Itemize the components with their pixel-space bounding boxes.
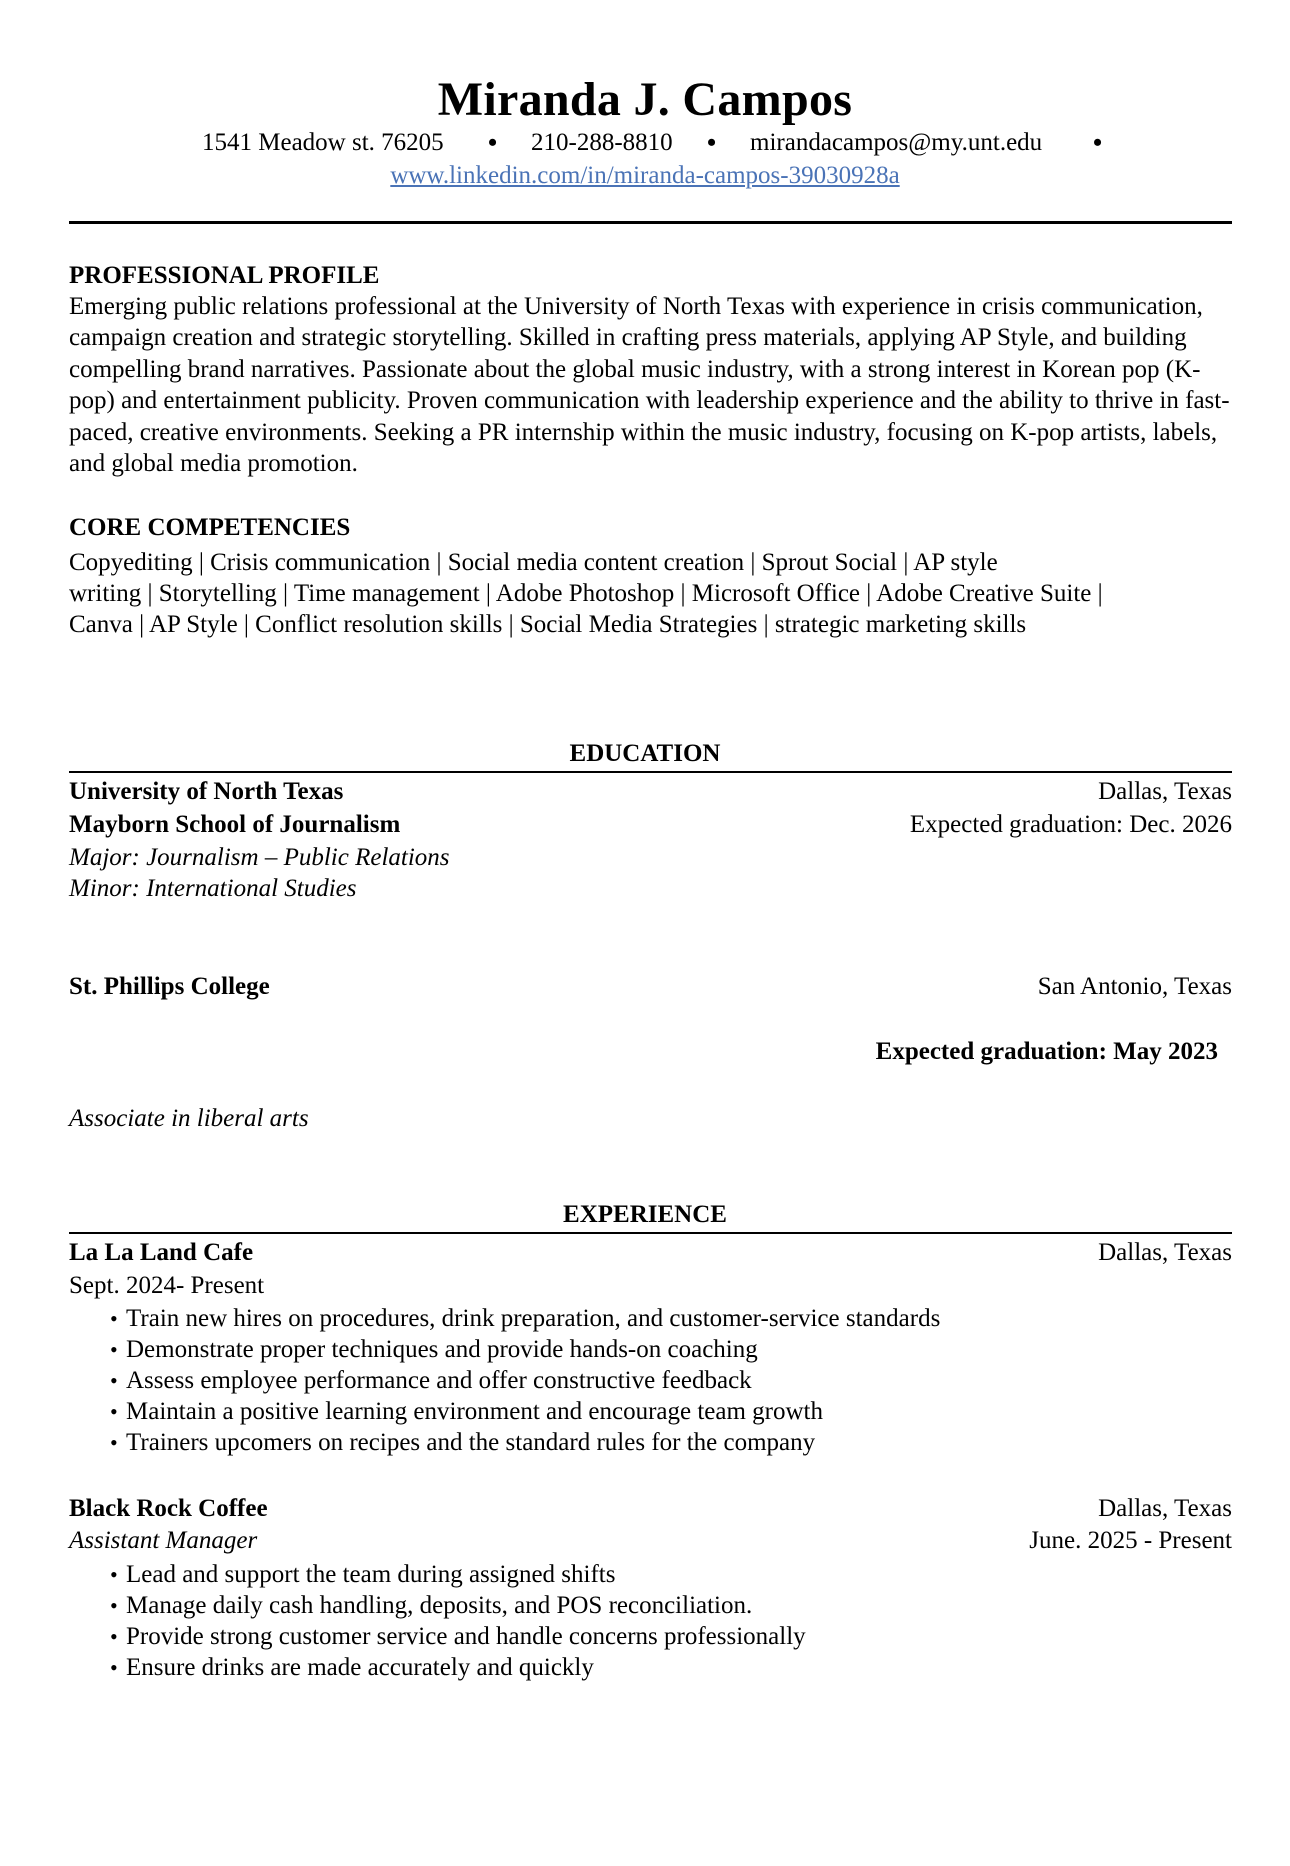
job-duties-list bbox=[110, 1559, 806, 1683]
phone: 210-288-8810 bbox=[531, 129, 673, 156]
list-item: • Ensure drinks are made accurately and quickly bbox=[110, 1652, 806, 1683]
graduation-date: Expected graduation: May 2023 bbox=[875, 1038, 1218, 1065]
section-title-education: EDUCATION bbox=[569, 740, 721, 767]
education-divider bbox=[69, 771, 1232, 773]
competencies-line: writing | Storytelling | Time management | Adobe Photoshop | Microsoft Office | Adobe Creative Suite | bbox=[69, 580, 1103, 607]
experience-divider bbox=[69, 1232, 1232, 1234]
contact-line bbox=[0, 128, 1290, 158]
company-name: Black Rock Coffee bbox=[69, 1495, 268, 1522]
school-name: St. Phillips College bbox=[69, 973, 270, 1000]
candidate-name: Miranda J. Campos bbox=[437, 73, 853, 126]
list-item: • Lead and support the team during assigned shifts bbox=[110, 1559, 806, 1590]
competencies-line: Canva | AP Style | Conflict resolution skills | Social Media Strategies | strategic marketing skills bbox=[69, 611, 1027, 638]
profile-text: Emerging public relations professional at the University of North Texas with experience in crisis communication, campaign creation and strategic storytelling. Skilled in crafting press materials, applying AP Style, and building compelling brand narratives. Passionate about the global music industry, with a strong interest in Korean pop (K-pop) and entertainment publicity. Proven communication with leadership experience and the ability to thrive in fast-paced, creative environments. Seeking a PR internship within the music industry, focusing on K-pop artists, labels, and global media promotion. bbox=[69, 293, 1230, 478]
list-item: • Manage daily cash handling, deposits, and POS reconciliation. bbox=[110, 1590, 806, 1621]
school-location: San Antonio, Texas bbox=[1037, 973, 1232, 1000]
list-item: • Demonstrate proper techniques and provide hands-on coaching bbox=[110, 1334, 940, 1365]
major: Major: Journalism – Public Relations bbox=[69, 844, 450, 871]
list-item: • Provide strong customer service and handle concerns professionally bbox=[110, 1621, 806, 1652]
job-dates: June. 2025 - Present bbox=[1029, 1527, 1232, 1554]
job-duties-list bbox=[110, 1303, 940, 1458]
list-item: • Train new hires on procedures, drink preparation, and customer-service standards bbox=[110, 1303, 940, 1334]
job-location: Dallas, Texas bbox=[1098, 1495, 1232, 1522]
degree: Associate in liberal arts bbox=[69, 1105, 309, 1132]
job-dates: Sept. 2024- Present bbox=[69, 1272, 265, 1299]
company-name: La La Land Cafe bbox=[69, 1239, 254, 1266]
competencies-line: Copyediting | Crisis communication | Social media content creation | Sprout Social | AP style bbox=[69, 549, 998, 576]
section-title-profile: PROFESSIONAL PROFILE bbox=[69, 262, 380, 289]
minor: Minor: International Studies bbox=[69, 875, 357, 902]
list-item: • Maintain a positive learning environment and encourage team growth bbox=[110, 1396, 940, 1427]
separator-dot: • bbox=[707, 128, 717, 157]
school-location: Dallas, Texas bbox=[1098, 778, 1232, 805]
linkedin-link[interactable]: www.linkedin.com/in/miranda-campos-39030928a bbox=[390, 162, 900, 189]
school-subname: Mayborn School of Journalism bbox=[69, 811, 401, 838]
job-role: Assistant Manager bbox=[69, 1527, 258, 1554]
separator-dot: • bbox=[1093, 128, 1103, 157]
school-name: University of North Texas bbox=[69, 778, 344, 805]
list-item: • Assess employee performance and offer constructive feedback bbox=[110, 1365, 940, 1396]
job-location: Dallas, Texas bbox=[1098, 1239, 1232, 1266]
separator-dot: • bbox=[488, 128, 498, 157]
email-link[interactable]: mirandacampos@my.unt.edu bbox=[750, 129, 1043, 156]
section-title-competencies: CORE COMPETENCIES bbox=[69, 514, 351, 541]
section-title-experience: EXPERIENCE bbox=[563, 1201, 727, 1228]
graduation-date: Expected graduation: Dec. 2026 bbox=[909, 811, 1232, 838]
header-divider bbox=[69, 221, 1232, 224]
address: 1541 Meadow st. 76205 bbox=[202, 129, 444, 156]
list-item: • Trainers upcomers on recipes and the standard rules for the company bbox=[110, 1427, 940, 1458]
